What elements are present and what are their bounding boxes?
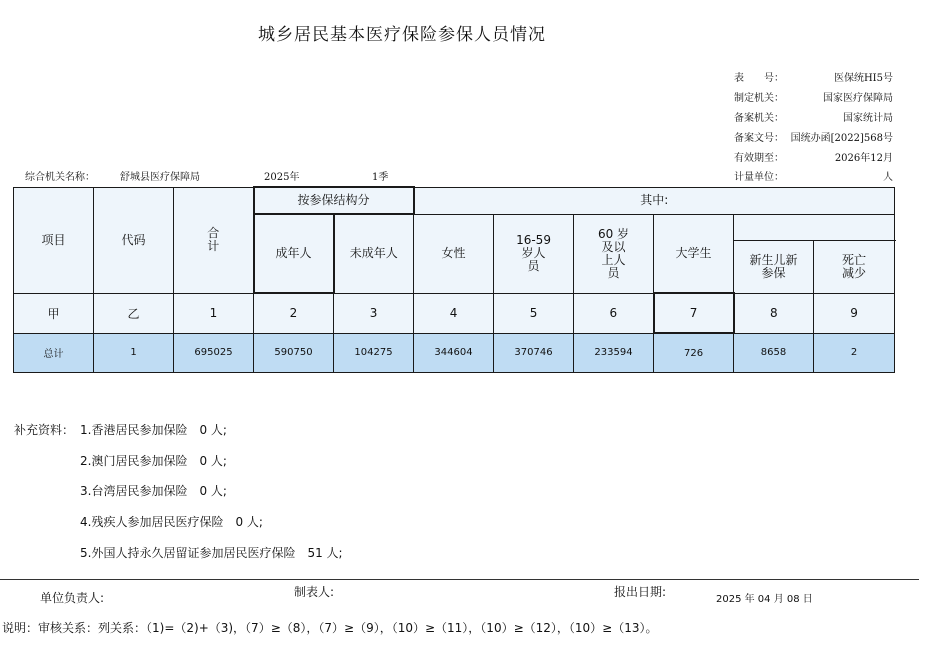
total-cell: 104275	[334, 333, 414, 373]
index-cell: 5	[494, 293, 574, 333]
header-subgroup-empty	[734, 214, 895, 240]
header-age-16-59: 16-59 岁人 员	[494, 214, 574, 293]
total-cell: 726	[654, 333, 734, 373]
org-label: 综合机关名称：	[25, 172, 95, 183]
meta-value-filing-no: 国统办函[2022]568号	[790, 133, 893, 144]
data-table	[13, 186, 895, 373]
meta-value-valid-until: 2026年12月	[834, 153, 893, 164]
meta-value-filing-org: 国家统计局	[843, 113, 893, 124]
index-cell: 6	[574, 293, 654, 333]
meta-key-filing-org: 备案机关：	[734, 113, 784, 124]
total-cell: 590750	[254, 333, 334, 373]
total-cell: 233594	[574, 333, 654, 373]
supplement-item: 2.澳门居民参加保险 0 人;	[80, 454, 227, 468]
index-cell: 4	[414, 293, 494, 333]
header-code: 代码	[94, 187, 174, 293]
index-cell: 9	[814, 293, 895, 333]
supplement-item: 1.香港居民参加保险 0 人;	[80, 423, 227, 437]
header-age-60-plus: 60 岁 及以 上人 员	[574, 214, 654, 293]
header-adult: 成年人	[254, 214, 334, 293]
header-total: 合 计	[174, 187, 254, 293]
meta-key-issuer: 制定机关：	[734, 93, 784, 104]
org-name: 舒城县医疗保障局	[120, 172, 200, 183]
index-cell: 1	[174, 293, 254, 333]
header-student: 大学生	[654, 214, 734, 293]
meta-value-form-no: 医保统HI5号	[833, 73, 893, 84]
report-quarter: 1季	[372, 172, 389, 183]
report-year: 2025年	[264, 172, 300, 183]
total-cell: 344604	[414, 333, 494, 373]
header-group-structure: 按参保结构分	[254, 187, 414, 214]
total-cell: 2	[814, 333, 895, 373]
report-title: 城乡居民基本医疗保险参保人员情况	[258, 25, 546, 45]
total-cell: 695025	[174, 333, 254, 373]
index-cell: 3	[334, 293, 414, 333]
footer-divider	[0, 579, 919, 580]
total-cell: 370746	[494, 333, 574, 373]
meta-key-unit: 计量单位：	[734, 172, 784, 183]
meta-key-filing-no: 备案文号：	[734, 133, 784, 144]
supplement-item: 4.残疾人参加居民医疗保险 0 人;	[80, 515, 263, 529]
total-cell: 8658	[734, 333, 814, 373]
audit-note: 说明：审核关系：列关系：（1)=（2)+（3)，（7）≥（8），（7）≥（9），（10）≥（11），（10）≥（12），（10）≥（13）。	[2, 621, 658, 635]
index-cell: 2	[254, 293, 334, 333]
meta-key-form-no: 表 号：	[734, 73, 784, 84]
header-item: 项目	[14, 187, 94, 293]
header-death: 死亡 减少	[814, 240, 895, 293]
header-newborn: 新生儿新 参保	[734, 240, 814, 293]
index-cell: 8	[734, 293, 814, 333]
meta-value-issuer: 国家医疗保障局	[823, 93, 893, 104]
meta-key-valid-until: 有效期至：	[734, 153, 784, 164]
report-date-label: 报出日期:	[614, 585, 667, 599]
unit-head-label: 单位负责人:	[40, 591, 105, 605]
preparer-label: 制表人:	[294, 585, 335, 599]
index-cell: 甲	[14, 293, 94, 333]
header-group-among: 其中:	[414, 187, 895, 214]
report-date: 2025 年 04 月 08 日	[716, 594, 813, 605]
total-cell: 总计	[14, 333, 94, 373]
header-minor: 未成年人	[334, 214, 414, 293]
supplement-label: 补充资料：	[14, 423, 75, 437]
supplement-item: 5.外国人持永久居留证参加居民医疗保险 51 人;	[80, 546, 343, 560]
index-cell: 7	[654, 293, 734, 333]
meta-value-unit: 人	[883, 172, 893, 183]
supplement-item: 3.台湾居民参加保险 0 人;	[80, 484, 227, 498]
header-female: 女性	[414, 214, 494, 293]
index-cell: 乙	[94, 293, 174, 333]
total-cell: 1	[94, 333, 174, 373]
